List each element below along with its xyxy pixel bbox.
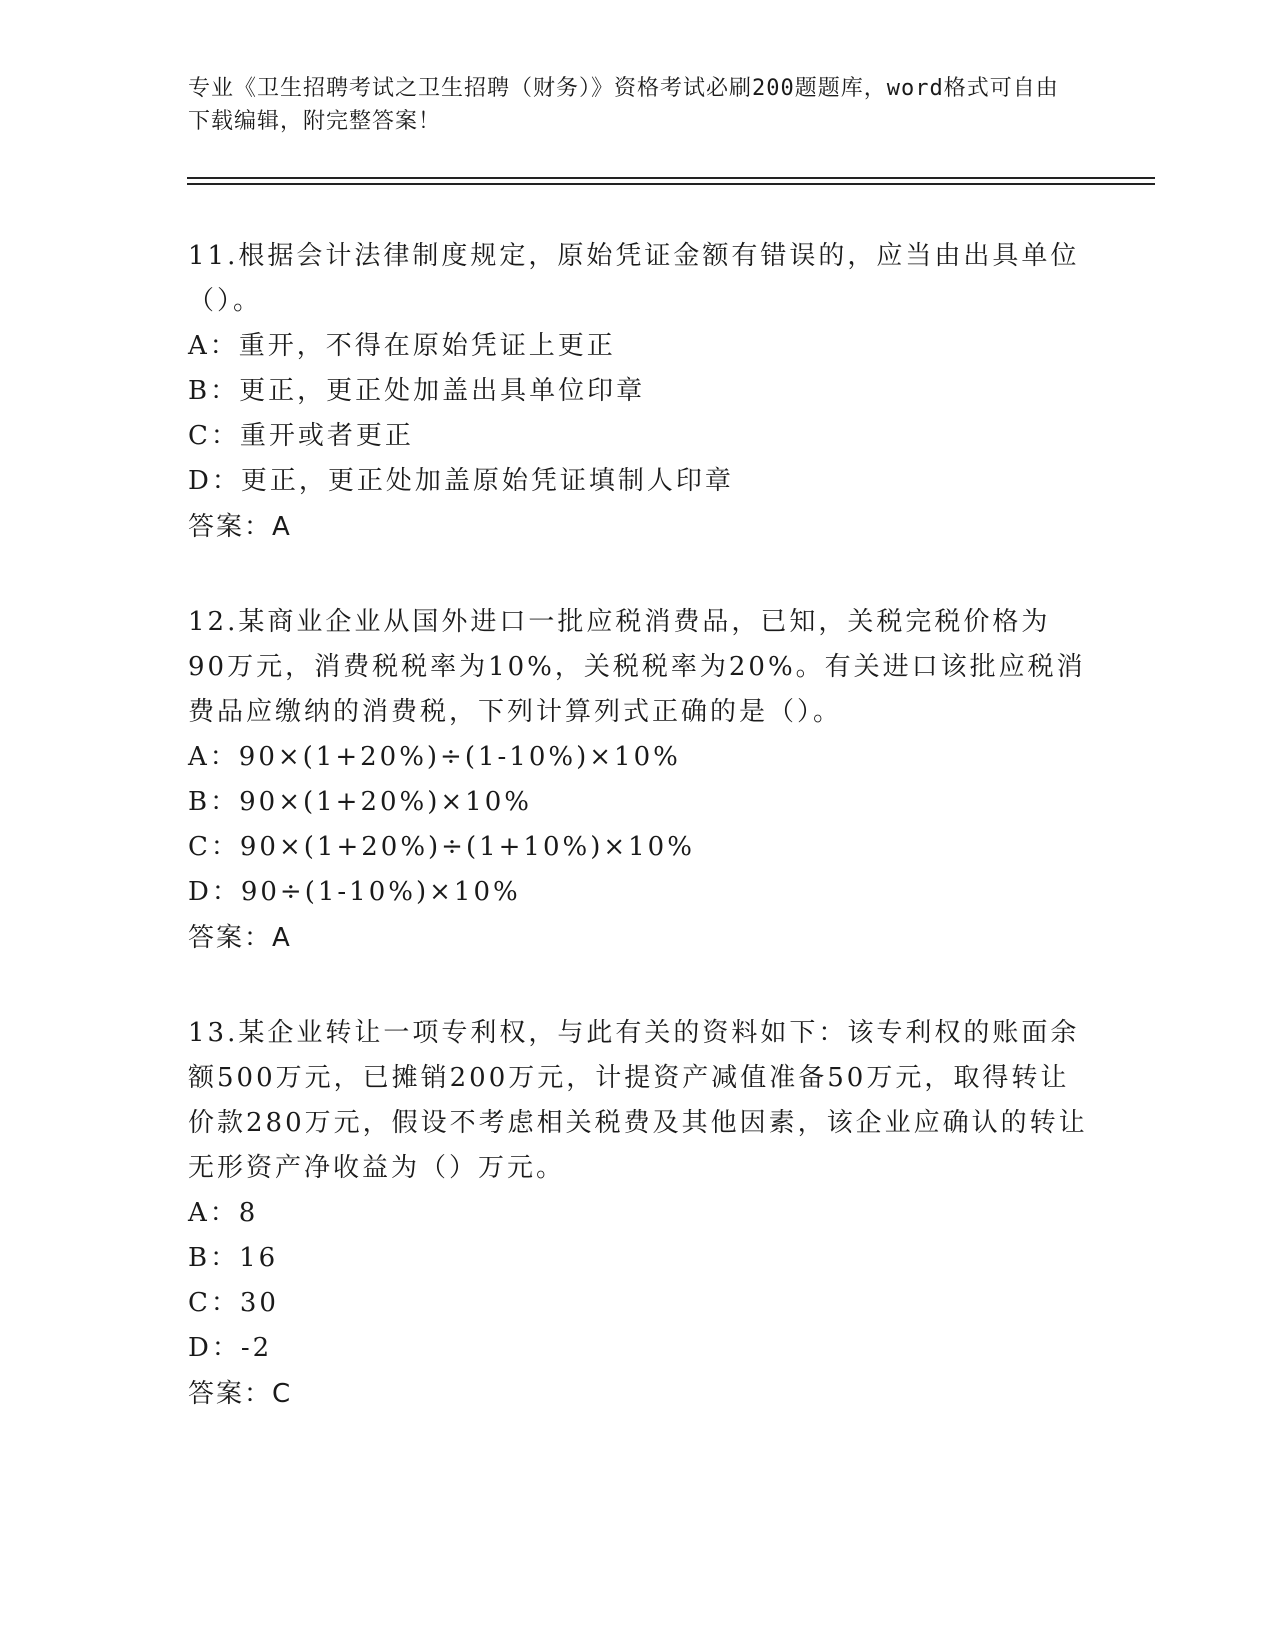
option-b: B：更正，更正处加盖出具单位印章 <box>188 376 646 406</box>
option-a: A：重开，不得在原始凭证上更正 <box>188 331 616 361</box>
option-d: D：更正，更正处加盖原始凭证填制人印章 <box>188 466 734 496</box>
question-stem: 11.根据会计法律制度规定，原始凭证金额有错误的，应当由出具单位（）。 <box>188 241 1080 316</box>
option-a: A：8 <box>188 1198 259 1228</box>
option-c: C：重开或者更正 <box>188 421 414 451</box>
document-header <box>188 72 1068 138</box>
option-c: C：30 <box>188 1288 279 1318</box>
option-b: B：16 <box>188 1243 279 1273</box>
question-11 <box>188 234 1088 551</box>
question-12 <box>188 600 1088 962</box>
answer: 答案：A <box>188 512 292 542</box>
question-13 <box>188 1011 1088 1418</box>
option-c: C：90×(1+20%)÷(1+10%)×10% <box>188 832 695 862</box>
option-b: B：90×(1+20%)×10% <box>188 787 532 817</box>
answer: 答案：A <box>188 923 292 953</box>
header-text: 专业《卫生招聘考试之卫生招聘（财务）》资格考试必刷200题题库，word格式可自由下载编辑，附完整答案！ <box>188 76 1059 134</box>
option-a: A：90×(1+20%)÷(1-10%)×10% <box>188 742 681 772</box>
header-divider-bottom <box>187 183 1155 185</box>
answer: 答案：C <box>188 1379 293 1409</box>
header-divider-top <box>187 177 1155 179</box>
question-stem: 13.某企业转让一项专利权，与此有关的资料如下：该专利权的账面余额500万元，已摊销200万元，计提资产减值准备50万元，取得转让价款280万元，假设不考虑相关税费及其他因素，该企业应确认的转让无形资产净收益为（）万元。 <box>188 1018 1088 1183</box>
option-d: D：90÷(1-10%)×10% <box>188 877 521 907</box>
question-stem: 12.某商业企业从国外进口一批应税消费品，已知，关税完税价格为90万元，消费税税率为10%，关税税率为20%。有关进口该批应税消费品应缴纳的消费税，下列计算列式正确的是（）。 <box>188 607 1086 727</box>
option-d: D：-2 <box>188 1333 273 1363</box>
